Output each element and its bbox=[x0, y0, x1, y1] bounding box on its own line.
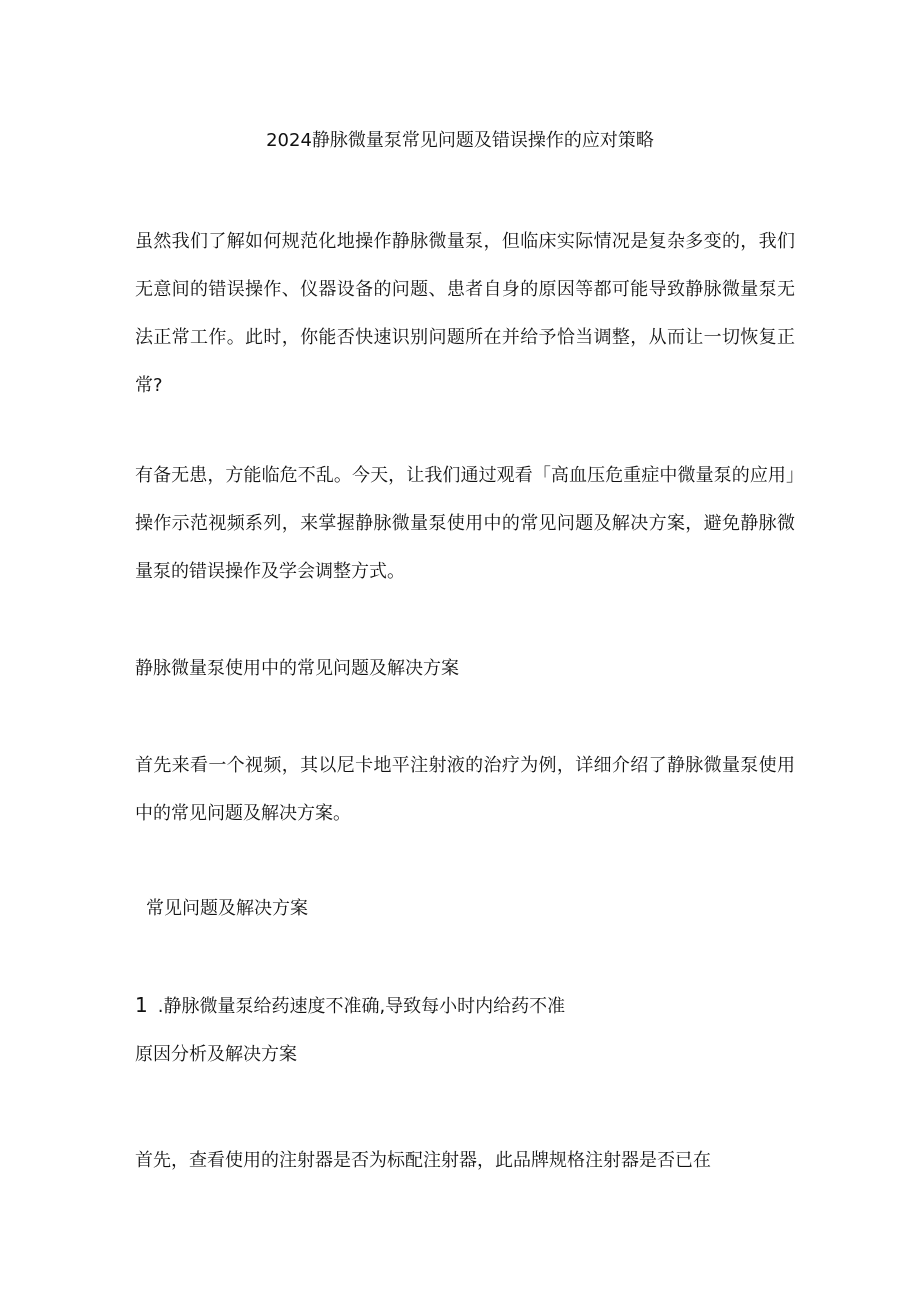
analysis-paragraph: 首先，查看使用的注射器是否为标配注射器，此品牌规格注射器是否已在 bbox=[135, 1150, 711, 1171]
video-intro-paragraph: 首先来看一个视频，其以尼卡地平注射液的治疗为例，详细介绍了静脉微量泵使用中的常见问题及解决方案。 bbox=[135, 755, 795, 824]
section-heading: 静脉微量泵使用中的常见问题及解决方案 bbox=[135, 658, 459, 679]
document-title: 2024静脉微量泵常见问题及错误操作的应对策略 bbox=[266, 130, 654, 151]
problem-item-1 bbox=[135, 992, 795, 1020]
subsection-heading: 常见问题及解决方案 bbox=[146, 898, 308, 919]
problem-item-number: 1 bbox=[135, 993, 148, 1017]
video-series-paragraph: 有备无患，方能临危不乱。今天，让我们通过观看「高血压危重症中微量泵的应用」操作示范视频系列，来掌握静脉微量泵使用中的常见问题及解决方案，避免静脉微量泵的错误操作及学会调整方式。 bbox=[135, 465, 795, 582]
cause-analysis-heading: 原因分析及解决方案 bbox=[135, 1044, 297, 1065]
problem-item-text: .静脉微量泵给药速度不准确,导致每小时内给药不准 bbox=[157, 996, 566, 1017]
intro-paragraph: 虽然我们了解如何规范化地操作静脉微量泵，但临床实际情况是复杂多变的，我们无意间的错误操作、仪器设备的问题、患者自身的原因等都可能导致静脉微量泵无法正常工作。此时，你能否快速识别问题所在并给予恰当调整，从而让一切恢复正常? bbox=[135, 231, 795, 396]
